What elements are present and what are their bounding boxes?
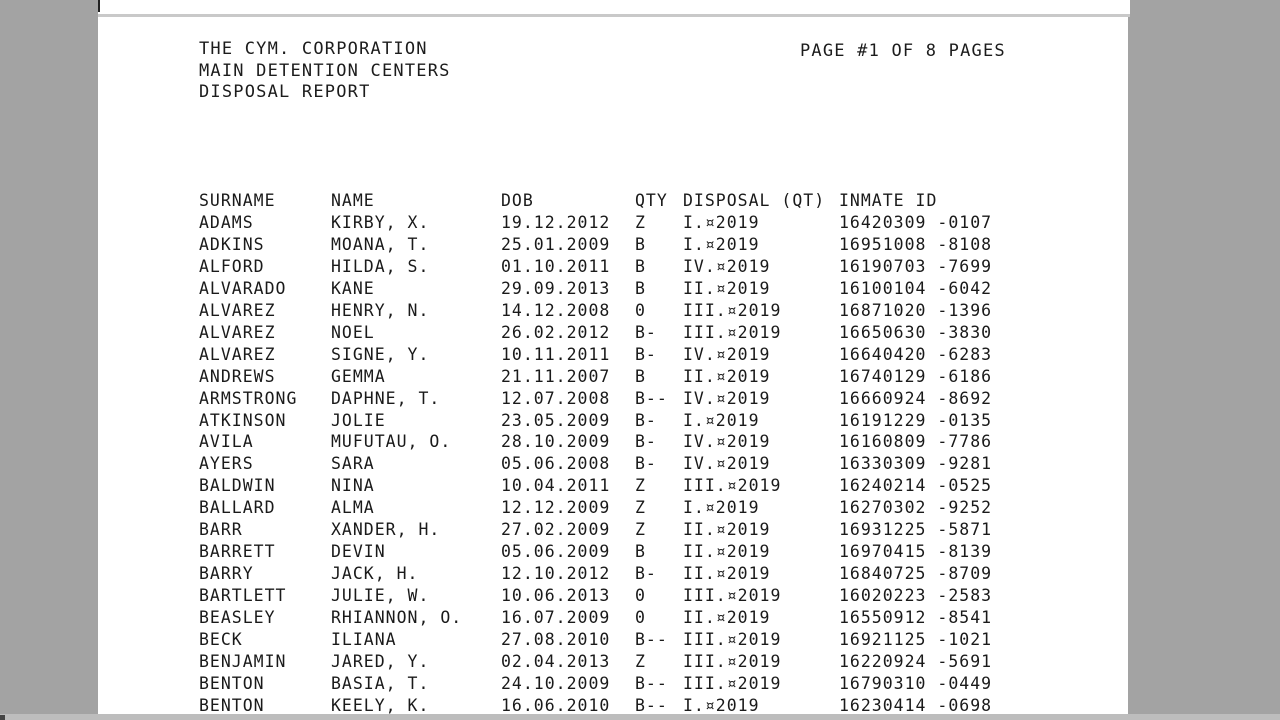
- report-header: [199, 39, 451, 104]
- cell-name: NINA: [331, 476, 375, 496]
- column-header-dob: DOB: [501, 191, 534, 210]
- cell-qty: Z: [635, 212, 646, 232]
- cell-surname: ARMSTRONG: [199, 388, 298, 408]
- cell-name: JULIE, W.: [331, 586, 430, 606]
- page-count: PAGE #1 OF 8 PAGES: [800, 41, 1006, 61]
- table-row: [199, 475, 1019, 497]
- cell-name: KANE: [331, 278, 375, 298]
- table-row: [199, 256, 1019, 278]
- cell-qty: B-: [635, 564, 657, 584]
- cell-inmate-id: 16020223 -2583: [839, 586, 993, 606]
- cell-dob: 12.10.2012: [501, 564, 611, 584]
- cell-qty: B-: [635, 454, 657, 474]
- table-row: [199, 673, 1019, 695]
- cell-dob: 27.08.2010: [501, 630, 611, 650]
- cell-dob: 16.06.2010: [501, 695, 611, 714]
- table-row: [199, 585, 1019, 607]
- cell-name: JACK, H.: [331, 564, 419, 584]
- company-name: THE CYM. CORPORATION: [199, 39, 428, 59]
- cell-name: HENRY, N.: [331, 300, 430, 320]
- cell-dob: 26.02.2012: [501, 322, 611, 342]
- table-row: [199, 519, 1019, 541]
- cell-disposal: IV.¤2019: [683, 388, 771, 408]
- cell-dob: 02.04.2013: [501, 652, 611, 672]
- cell-surname: BALDWIN: [199, 476, 276, 496]
- cell-dob: 10.04.2011: [501, 476, 611, 496]
- cell-disposal: II.¤2019: [683, 542, 771, 562]
- cell-surname: BARRETT: [199, 542, 276, 562]
- table-row: [199, 322, 1019, 344]
- cell-disposal: II.¤2019: [683, 564, 771, 584]
- cell-qty: B: [635, 542, 646, 562]
- cell-disposal: IV.¤2019: [683, 454, 771, 474]
- cell-qty: B: [635, 256, 646, 276]
- cell-inmate-id: 16740129 -6186: [839, 366, 993, 386]
- cell-name: ALMA: [331, 498, 375, 518]
- table-row: [199, 541, 1019, 563]
- cell-disposal: II.¤2019: [683, 366, 771, 386]
- cell-disposal: II.¤2019: [683, 278, 771, 298]
- cell-qty: B-: [635, 344, 657, 364]
- cell-inmate-id: 16190703 -7699: [839, 256, 993, 276]
- table-row: [199, 695, 1019, 714]
- cell-qty: B: [635, 234, 646, 254]
- table-row: [199, 563, 1019, 585]
- cell-qty: B-: [635, 410, 657, 430]
- cell-disposal: II.¤2019: [683, 520, 771, 540]
- cell-surname: ANDREWS: [199, 366, 276, 386]
- table-row: [199, 234, 1019, 256]
- table-row: [199, 651, 1019, 673]
- cell-qty: Z: [635, 498, 646, 518]
- cell-disposal: III.¤2019: [683, 322, 782, 342]
- cell-inmate-id: 16931225 -5871: [839, 520, 993, 540]
- cell-disposal: IV.¤2019: [683, 432, 771, 452]
- column-header-disposal: DISPOSAL (QT): [683, 191, 826, 210]
- table-row: [199, 300, 1019, 322]
- cell-surname: BENJAMIN: [199, 652, 287, 672]
- report-title: DISPOSAL REPORT: [199, 82, 371, 102]
- cell-disposal: III.¤2019: [683, 652, 782, 672]
- cell-surname: BARR: [199, 520, 243, 540]
- cell-inmate-id: 16330309 -9281: [839, 454, 993, 474]
- cell-surname: BARTLETT: [199, 586, 287, 606]
- cell-dob: 14.12.2008: [501, 300, 611, 320]
- cell-dob: 05.06.2008: [501, 454, 611, 474]
- column-header-name: NAME: [331, 191, 375, 210]
- cell-dob: 10.11.2011: [501, 344, 611, 364]
- cell-qty: 0: [635, 586, 646, 606]
- cell-disposal: I.¤2019: [683, 498, 760, 518]
- cell-inmate-id: 16951008 -8108: [839, 234, 993, 254]
- cell-surname: BALLARD: [199, 498, 276, 518]
- table-row: [199, 388, 1019, 410]
- cell-dob: 19.12.2012: [501, 212, 611, 232]
- cell-dob: 12.07.2008: [501, 388, 611, 408]
- cell-disposal: IV.¤2019: [683, 344, 771, 364]
- cell-inmate-id: 16871020 -1396: [839, 300, 993, 320]
- cell-inmate-id: 16420309 -0107: [839, 212, 993, 232]
- cell-qty: B-: [635, 322, 657, 342]
- cell-name: JARED, Y.: [331, 652, 430, 672]
- cell-dob: 29.09.2013: [501, 278, 611, 298]
- column-header-surname: SURNAME: [199, 191, 276, 210]
- cell-name: MUFUTAU, O.: [331, 432, 452, 452]
- cell-dob: 24.10.2009: [501, 673, 611, 693]
- cell-inmate-id: 16100104 -6042: [839, 278, 993, 298]
- table-row: [199, 344, 1019, 366]
- viewer-bottom-bar: [0, 714, 1280, 720]
- cell-name: KIRBY, X.: [331, 212, 430, 232]
- cell-dob: 10.06.2013: [501, 586, 611, 606]
- cell-dob: 21.11.2007: [501, 366, 611, 386]
- cell-dob: 23.05.2009: [501, 410, 611, 430]
- cell-inmate-id: 16160809 -7786: [839, 432, 993, 452]
- cell-inmate-id: 16220924 -5691: [839, 652, 993, 672]
- cell-surname: BEASLEY: [199, 608, 276, 628]
- cell-name: SIGNE, Y.: [331, 344, 430, 364]
- cell-qty: 0: [635, 608, 646, 628]
- cell-name: JOLIE: [331, 410, 386, 430]
- cell-name: BASIA, T.: [331, 673, 430, 693]
- cell-inmate-id: 16191229 -0135: [839, 410, 993, 430]
- cell-name: HILDA, S.: [331, 256, 430, 276]
- cell-dob: 01.10.2011: [501, 256, 611, 276]
- cell-qty: Z: [635, 476, 646, 496]
- cell-dob: 27.02.2009: [501, 520, 611, 540]
- cell-name: DAPHNE, T.: [331, 388, 441, 408]
- cell-name: NOEL: [331, 322, 375, 342]
- cell-surname: AVILA: [199, 432, 254, 452]
- cell-qty: B: [635, 366, 646, 386]
- cell-qty: B-: [635, 432, 657, 452]
- cell-dob: 25.01.2009: [501, 234, 611, 254]
- cell-name: MOANA, T.: [331, 234, 430, 254]
- table-row: [199, 629, 1019, 651]
- cell-disposal: III.¤2019: [683, 300, 782, 320]
- cell-disposal: I.¤2019: [683, 695, 760, 714]
- cell-surname: ALFORD: [199, 256, 265, 276]
- cell-surname: ADAMS: [199, 212, 254, 232]
- cell-qty: Z: [635, 652, 646, 672]
- cell-disposal: I.¤2019: [683, 410, 760, 430]
- cell-name: XANDER, H.: [331, 520, 441, 540]
- cell-qty: B--: [635, 630, 668, 650]
- cell-disposal: III.¤2019: [683, 476, 782, 496]
- cell-inmate-id: 16921125 -1021: [839, 630, 993, 650]
- table-row: [199, 410, 1019, 432]
- cell-name: SARA: [331, 454, 375, 474]
- cell-surname: BENTON: [199, 673, 265, 693]
- cell-inmate-id: 16650630 -3830: [839, 322, 993, 342]
- facility-name: MAIN DETENTION CENTERS: [199, 60, 451, 81]
- cell-inmate-id: 16550912 -8541: [839, 608, 993, 628]
- cell-surname: ALVAREZ: [199, 300, 276, 320]
- table-row: [199, 278, 1019, 300]
- report-page: [98, 17, 1128, 714]
- cell-dob: 28.10.2009: [501, 432, 611, 452]
- cell-qty: B--: [635, 673, 668, 693]
- cell-disposal: I.¤2019: [683, 212, 760, 232]
- cell-qty: Z: [635, 520, 646, 540]
- cell-disposal: II.¤2019: [683, 608, 771, 628]
- cell-name: RHIANNON, O.: [331, 608, 463, 628]
- cell-disposal: I.¤2019: [683, 234, 760, 254]
- table-row: [199, 607, 1019, 629]
- column-header-qty: QTY: [635, 191, 668, 210]
- cell-surname: ADKINS: [199, 234, 265, 254]
- cell-inmate-id: 16640420 -6283: [839, 344, 993, 364]
- cell-surname: ALVARADO: [199, 278, 287, 298]
- cell-surname: ALVAREZ: [199, 322, 276, 342]
- cell-surname: ALVAREZ: [199, 344, 276, 364]
- cell-name: DEVIN: [331, 542, 386, 562]
- table-row: [199, 453, 1019, 475]
- cell-inmate-id: 16270302 -9252: [839, 498, 993, 518]
- page-edge-mark: [98, 0, 100, 12]
- table-row: [199, 366, 1019, 388]
- cell-inmate-id: 16970415 -8139: [839, 542, 993, 562]
- cell-surname: BARRY: [199, 564, 254, 584]
- table-row: [199, 497, 1019, 519]
- cell-inmate-id: 16240214 -0525: [839, 476, 993, 496]
- cell-dob: 12.12.2009: [501, 498, 611, 518]
- table-row: [199, 431, 1019, 453]
- cell-inmate-id: 16790310 -0449: [839, 673, 993, 693]
- table-header-row: [199, 190, 1019, 212]
- cell-inmate-id: 16660924 -8692: [839, 388, 993, 408]
- cell-qty: B--: [635, 695, 668, 714]
- cell-qty: B--: [635, 388, 668, 408]
- corner-mark: [0, 715, 5, 720]
- cell-name: KEELY, K.: [331, 695, 430, 714]
- cell-disposal: III.¤2019: [683, 673, 782, 693]
- cell-surname: AYERS: [199, 454, 254, 474]
- cell-inmate-id: 16230414 -0698: [839, 695, 993, 714]
- cell-disposal: IV.¤2019: [683, 256, 771, 276]
- cell-dob: 05.06.2009: [501, 542, 611, 562]
- cell-name: GEMMA: [331, 366, 386, 386]
- previous-page-edge: [98, 0, 1130, 17]
- cell-surname: BECK: [199, 630, 243, 650]
- cell-inmate-id: 16840725 -8709: [839, 564, 993, 584]
- cell-surname: ATKINSON: [199, 410, 287, 430]
- cell-qty: 0: [635, 300, 646, 320]
- cell-disposal: III.¤2019: [683, 630, 782, 650]
- cell-surname: BENTON: [199, 695, 265, 714]
- cell-dob: 16.07.2009: [501, 608, 611, 628]
- cell-disposal: III.¤2019: [683, 586, 782, 606]
- cell-qty: B: [635, 278, 646, 298]
- column-header-inmate-id: INMATE ID: [839, 191, 938, 210]
- table-row: [199, 212, 1019, 234]
- cell-name: ILIANA: [331, 630, 397, 650]
- disposal-table: [199, 190, 1019, 714]
